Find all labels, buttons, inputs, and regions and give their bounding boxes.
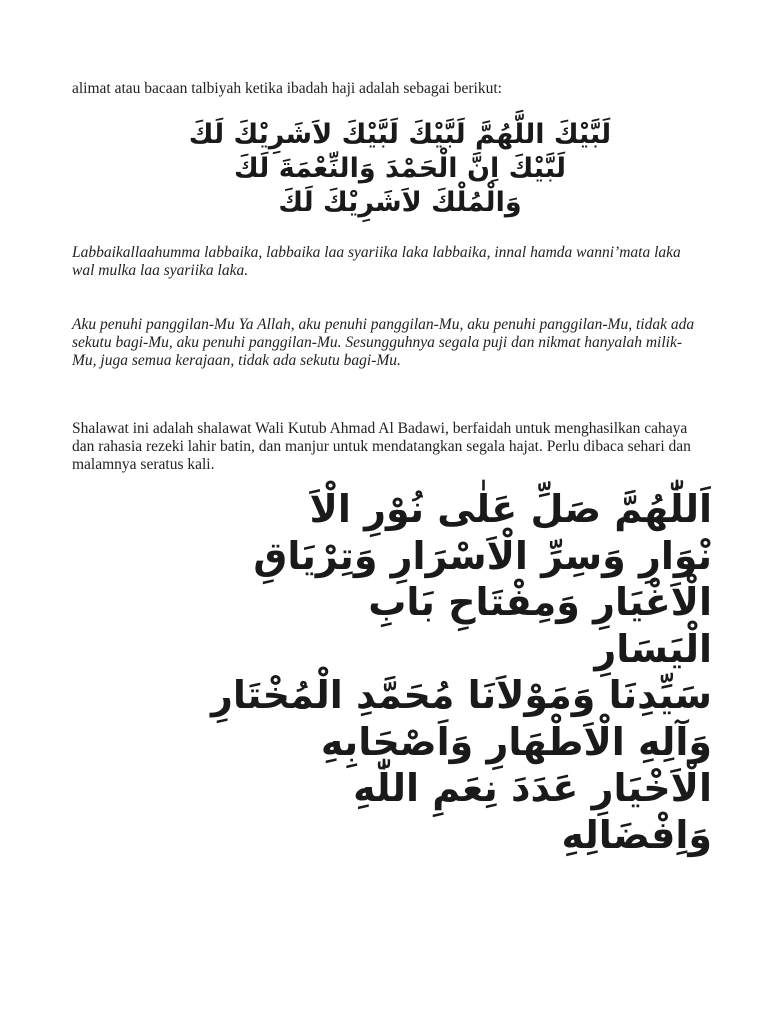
- arabic-line: لَبَّيْكَ اِنَّ الْحَمْدَ وَالنِّعْمَةَ لَكَ: [234, 153, 566, 184]
- arabic-line: وَالْمُلْكَ لاَشَرِيْكَ لَكَ: [278, 187, 522, 218]
- talbiyah-translation: Aku penuhi panggilan-Mu Ya Allah, aku penuhi panggilan-Mu, aku penuhi panggilan-Mu, tidak ada sekutu bagi-Mu, aku penuhi panggilan-Mu. Sesungguhnya segala puji dan nikmat hanyalah milik-Mu, juga semua kerajaan, tidak ada sekutu bagi-Mu.: [72, 316, 695, 369]
- arabic-line: نْوَارِ وَسِرِّ الْاَسْرَارِ وَتِرْيَاقِ: [253, 533, 712, 578]
- arabic-line: لَبَّيْكَ اللَّهُمَّ لَبَّيْكَ لَبَّيْكَ لاَشَرِيْكَ لَكَ: [188, 119, 612, 150]
- arabic-line: الْيَسَارِ: [594, 626, 712, 671]
- talbiyah-arabic: [80, 118, 720, 220]
- shalawat-intro: Shalawat ini adalah shalawat Wali Kutub Ahmad Al Badawi, berfaidah untuk menghasilkan cahaya dan rahasia rezeki lahir batin, dan manjur untuk mendatangkan segala hajat. Perlu dibaca sehari dan malamnya seratus kali.: [72, 420, 691, 473]
- arabic-line: سَيِّدِنَا وَمَوْلاَنَا مُحَمَّدِ الْمُخْتَارِ: [210, 673, 712, 717]
- arabic-line: الْاَغْيَارِ وَمِفْتَاحِ بَابِ: [368, 580, 712, 624]
- intro-text: alimat atau bacaan talbiyah ketika ibadah haji adalah sebagai berikut:: [72, 80, 502, 97]
- arabic-line: الْاَخْيَارِ عَدَدَ نِعَمِ اللّٰهِ: [353, 766, 712, 810]
- talbiyah-latin: Labbaikallaahumma labbaika, labbaika laa syariika laka labbaika, innal hamda wanni’mata laka wal mulka laa syariika laka.: [72, 244, 681, 279]
- arabic-line: وَاِفْضَالِهِ: [561, 812, 712, 857]
- arabic-line: وَآلِهِ الْاَطْهَارِ وَاَصْحَابِهِ: [320, 719, 712, 764]
- shalawat-arabic: [60, 486, 712, 858]
- arabic-line: اَللّٰهُمَّ صَلِّ عَلٰى نُوْرِ الْاَ: [309, 487, 712, 531]
